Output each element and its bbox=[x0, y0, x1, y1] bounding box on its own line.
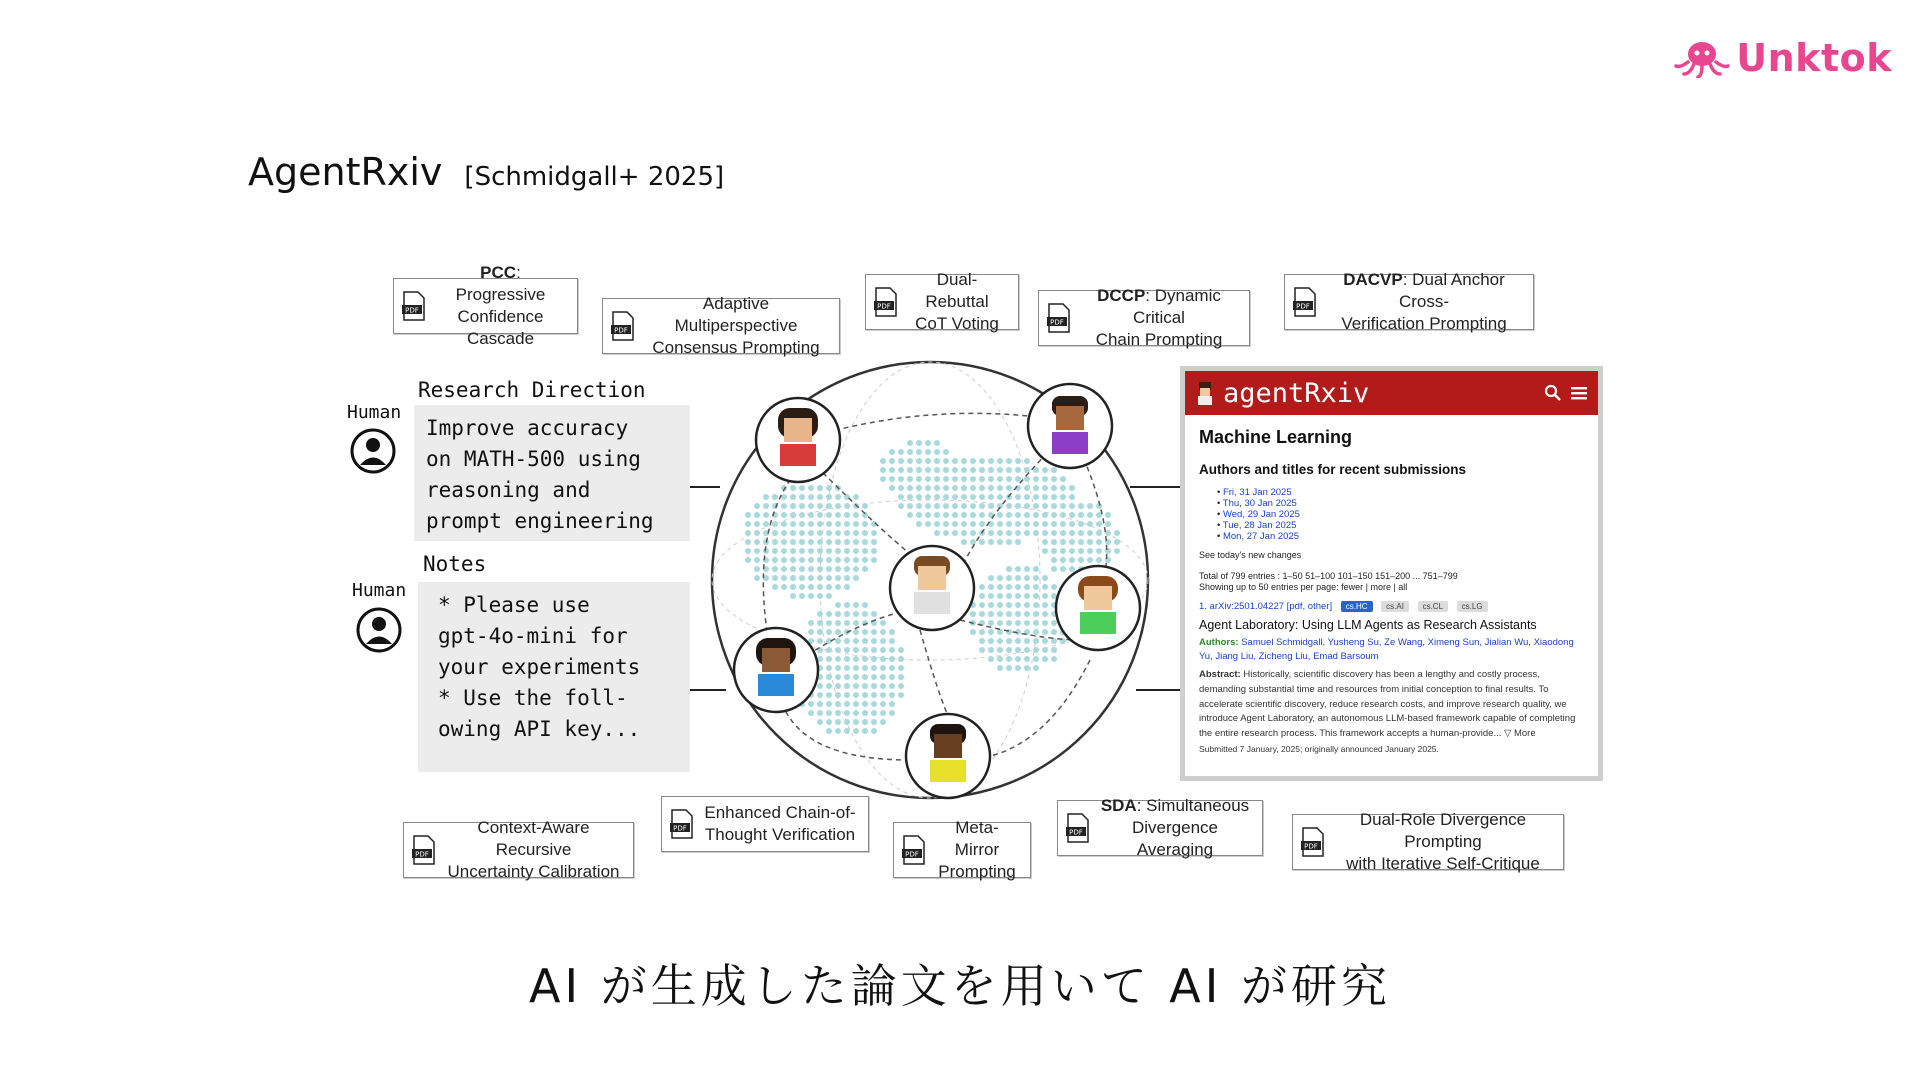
arxiv-date-link[interactable]: • Wed, 29 Jan 2025 bbox=[1217, 509, 1584, 520]
paper-box-carc[interactable] bbox=[403, 818, 634, 881]
arxiv-showing: Showing up to 50 entries per page: fewer | more | all bbox=[1199, 582, 1408, 592]
paper-title: Dual-Rebuttal CoT Voting bbox=[915, 270, 999, 333]
brand-logo bbox=[1674, 36, 1892, 80]
paper-box-drcv[interactable] bbox=[865, 270, 1019, 333]
svg-text:PDF: PDF bbox=[614, 326, 628, 335]
pdf-file-icon bbox=[902, 835, 926, 865]
paper-title: Enhanced Chain-of- Thought Verification bbox=[704, 803, 856, 844]
paper-title: Meta-Mirror Prompting bbox=[938, 818, 1016, 881]
svg-text:PDF: PDF bbox=[1050, 318, 1064, 327]
notes-label: Notes bbox=[423, 552, 487, 576]
svg-text:PDF: PDF bbox=[1069, 828, 1083, 837]
pdf-file-icon bbox=[412, 835, 436, 865]
human-label-notes: Human bbox=[352, 580, 407, 601]
agent-mascot-icon bbox=[1195, 380, 1215, 406]
arxiv-tag: cs.LG bbox=[1457, 601, 1488, 612]
agent-avatar-3 bbox=[890, 546, 974, 630]
arxiv-category-heading: Machine Learning bbox=[1199, 427, 1353, 447]
svg-text:PDF: PDF bbox=[673, 824, 687, 833]
menu-icon[interactable] bbox=[1570, 384, 1588, 402]
pdf-file-icon bbox=[1293, 287, 1317, 317]
pdf-file-icon bbox=[1301, 827, 1325, 857]
arxiv-submitted: Submitted 7 January, 2025; originally announced January 2025. bbox=[1199, 743, 1439, 754]
paper-box-drdp[interactable] bbox=[1292, 810, 1564, 873]
pdf-file-icon bbox=[402, 291, 426, 321]
notes-text: * Please use gpt-4o-mini for your experiments * Use the foll- owing API key... bbox=[418, 582, 690, 772]
title-main: AgentRxiv bbox=[248, 150, 443, 194]
agent-avatar-2 bbox=[1028, 384, 1112, 468]
arxiv-date-link[interactable]: • Mon, 27 Jan 2025 bbox=[1217, 531, 1584, 542]
paper-box-amcp[interactable] bbox=[602, 294, 840, 357]
arxiv-date-link[interactable]: • Fri, 31 Jan 2025 bbox=[1217, 487, 1584, 498]
slide-title bbox=[248, 150, 724, 194]
arxiv-total-entries: Total of 799 entries : 1–50 51–100 101–150 151–200 ... 751–799 bbox=[1199, 571, 1458, 581]
paper-title: Dual-Role Divergence Prompting with Iterative Self-Critique bbox=[1346, 810, 1540, 873]
paper-box-mmp[interactable] bbox=[893, 818, 1031, 881]
svg-text:PDF: PDF bbox=[415, 850, 429, 859]
octopus-icon bbox=[1674, 38, 1730, 78]
brand-name: Unktok bbox=[1736, 36, 1892, 80]
svg-text:PDF: PDF bbox=[905, 850, 919, 859]
svg-text:PDF: PDF bbox=[1296, 302, 1310, 311]
paper-box-ecotv[interactable] bbox=[661, 796, 869, 852]
paper-title: PCC: Progressive Confidence Cascade bbox=[455, 263, 546, 348]
paper-title: DCCP: Dynamic Critical Chain Prompting bbox=[1095, 286, 1223, 349]
research-direction-label: Research Direction bbox=[418, 378, 646, 402]
slide-caption: AI が生成した論文を用いて AI が研究 bbox=[529, 959, 1391, 1013]
arxiv-tag: cs.CL bbox=[1418, 601, 1448, 612]
paper-title: Context-Aware Recursive Uncertainty Calibration bbox=[447, 818, 620, 881]
paper-box-dacvp[interactable] bbox=[1284, 270, 1534, 333]
arxiv-subheading: Authors and titles for recent submissions bbox=[1199, 462, 1467, 477]
arxiv-entry bbox=[1199, 601, 1584, 612]
svg-text:PDF: PDF bbox=[1304, 842, 1318, 851]
arxiv-tag: cs.AI bbox=[1381, 601, 1409, 612]
paper-title: Adaptive Multiperspective Consensus Prompting bbox=[652, 294, 820, 357]
agent-avatar-1 bbox=[756, 398, 840, 482]
arxiv-entry-id[interactable]: 1. arXiv:2501.04227 [pdf, other] bbox=[1199, 601, 1333, 612]
pdf-file-icon bbox=[670, 809, 694, 839]
agent-avatar-6 bbox=[906, 714, 990, 798]
agent-avatar-4 bbox=[1056, 566, 1140, 650]
arxiv-authors: Authors: Samuel Schmidgall, Yusheng Su, Ze Wang, Ximeng Sun, Jialian Wu, Xiaodong Yu, Jiang Liu, Zicheng Liu, Emad Barsoum bbox=[1199, 637, 1574, 662]
agentrxiv-header bbox=[1185, 371, 1598, 415]
human-avatar-icon bbox=[356, 607, 402, 653]
svg-text:PDF: PDF bbox=[405, 306, 419, 315]
svg-text:PDF: PDF bbox=[877, 302, 891, 311]
paper-box-sda[interactable] bbox=[1057, 796, 1263, 859]
arxiv-date-link[interactable]: • Thu, 30 Jan 2025 bbox=[1217, 498, 1584, 509]
pdf-file-icon bbox=[1047, 303, 1071, 333]
pdf-file-icon bbox=[1066, 813, 1090, 843]
human-avatar-icon bbox=[350, 428, 396, 474]
pdf-file-icon bbox=[611, 311, 635, 341]
agentrxiv-panel bbox=[1180, 366, 1603, 781]
research-direction-text: Improve accuracy on MATH-500 using reasoning and prompt engineering bbox=[414, 405, 690, 541]
search-icon[interactable] bbox=[1544, 384, 1562, 402]
human-label-research: Human bbox=[347, 402, 402, 423]
pdf-file-icon bbox=[874, 287, 898, 317]
arxiv-date-list bbox=[1217, 487, 1584, 542]
arxiv-see-today[interactable]: See today's new changes bbox=[1199, 550, 1302, 560]
paper-title: SDA: Simultaneous Divergence Averaging bbox=[1100, 796, 1250, 859]
arxiv-abstract: Abstract: Historically, scientific discovery has been a lengthy and costly process, demanding substantial time and resources from initial conception to final results. To accelerate scientific discovery, reduce research costs, and improve research quality, we introduce Agent Laboratory, an autonomous LLM-based framework capable of completing the entire research process. This framework accepts a human-provide... ▽ More bbox=[1199, 669, 1576, 740]
agentrxiv-logo: agentRxiv bbox=[1223, 377, 1370, 409]
paper-title: DACVP: Dual Anchor Cross- Verification Prompting bbox=[1341, 270, 1507, 333]
paper-box-dccp[interactable] bbox=[1038, 286, 1250, 349]
arxiv-date-link[interactable]: • Tue, 28 Jan 2025 bbox=[1217, 520, 1584, 531]
research-network-diagram bbox=[660, 340, 1180, 820]
arxiv-tag: cs.HC bbox=[1341, 601, 1373, 612]
title-citation: [Schmidgall+ 2025] bbox=[464, 162, 725, 192]
paper-box-pcc[interactable] bbox=[393, 263, 578, 348]
arxiv-paper-title[interactable]: Agent Laboratory: Using LLM Agents as Research Assistants bbox=[1199, 618, 1537, 632]
agent-avatar-5 bbox=[734, 628, 818, 712]
